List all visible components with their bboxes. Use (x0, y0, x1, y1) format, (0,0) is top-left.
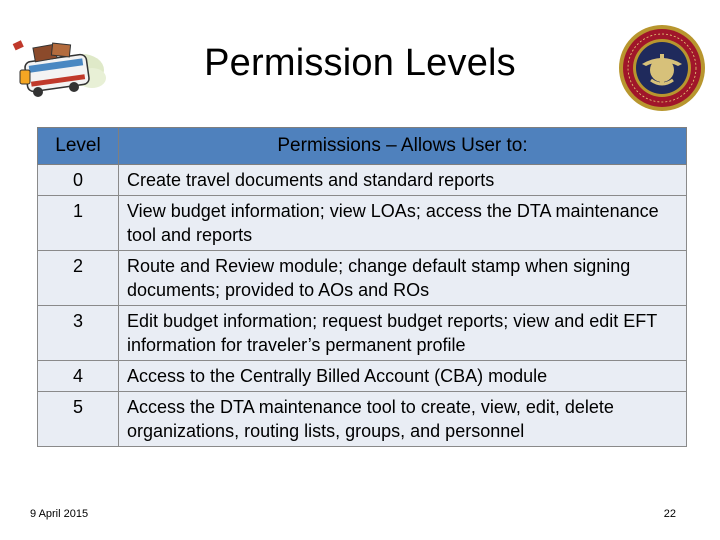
permission-cell: Edit budget information; request budget reports; view and edit EFT information for traveler’s permanent profile (119, 306, 687, 361)
table-header-row (38, 128, 687, 165)
permission-cell: Create travel documents and standard reports (119, 165, 687, 196)
table-row (38, 361, 687, 392)
page-title: Permission Levels (204, 42, 516, 84)
table-row (38, 251, 687, 306)
table-row (38, 196, 687, 251)
column-header-permissions: Permissions – Allows User to: (119, 128, 687, 165)
footer-date: 9 April 2015 (30, 508, 89, 520)
level-cell: 4 (38, 361, 119, 392)
permission-cell: Access to the Centrally Billed Account (CBA) module (119, 361, 687, 392)
permission-cell: View budget information; view LOAs; access the DTA maintenance tool and reports (119, 196, 687, 251)
permission-cell: Route and Review module; change default stamp when signing documents; provided to AOs and ROs (119, 251, 687, 306)
level-cell: 1 (38, 196, 119, 251)
permission-table (37, 127, 687, 447)
permission-cell: Access the DTA maintenance tool to create, view, edit, delete organizations, routing lists, groups, and personnel (119, 392, 687, 447)
column-header-level: Level (38, 128, 119, 165)
table-row (38, 392, 687, 447)
level-cell: 5 (38, 392, 119, 447)
table-row (38, 306, 687, 361)
level-cell: 3 (38, 306, 119, 361)
table-row (38, 165, 687, 196)
level-cell: 0 (38, 165, 119, 196)
slide-number: 22 (663, 508, 676, 520)
level-cell: 2 (38, 251, 119, 306)
